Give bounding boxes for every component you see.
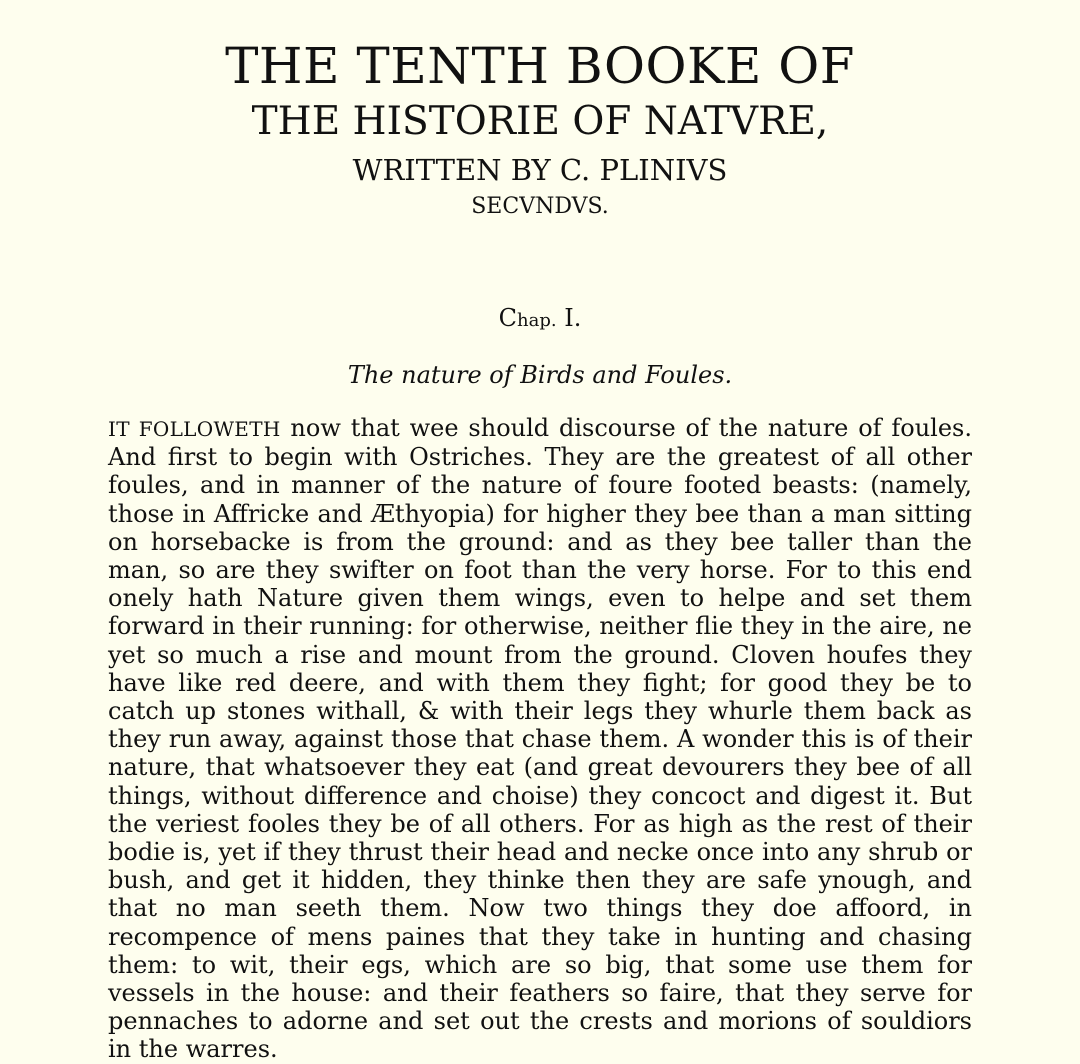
chapter-subtitle: The nature of Birds and Foules. — [347, 361, 733, 389]
title-line-4: SECVNDVS. — [471, 194, 609, 219]
chapter-heading — [0, 302, 1080, 337]
body-paragraph — [108, 414, 972, 1064]
body-text: now that wee should discourse of the nature of foules. And first to begin with Ostriches. They are the greatest of all other foules, and in manner of the nature of foure footed beasts: (namely, those in Affricke and Æthyopia) for higher they bee than a man sitting on horsebacke is from the ground: and as they bee taller than the man, so are they swifter on foot than the very horse. For to this end onely hath Nature given them wings, even to helpe and set them forward in their running: for otherwise, neither flie they in the aire, ne yet so much a rise and mount from the ground. Cloven houfes they have like red deere, and with them they fight; for good they be to catch up stones withall, & with their legs they whurle them back as they run away, against those that chase them. A wonder this is of their nature, that whatsoever they eat (and great devourers they bee of all things, without difference and choise) they concoct and digest it. But the veriest fooles they be of all others. For as high as the rest of their bodie is, yet if they thrust their head and necke once into any shrub or bush, and get it hidden, they thinke then they are safe ynough, and that no man seeth them. Now two things they doe affoord, in recompence of mens paines that they take in hunting and chasing them: to wit, their egs, which are so big, that some use them for vessels in the house: and their feathers so faire, that they serve for pennaches to adorne and set out the crests and morions of souldiors in the warres. — [108, 414, 973, 1064]
title-line-1: THE TENTH BOOKE OF — [225, 37, 855, 95]
opening-words: IT FOLLOWETH — [108, 417, 281, 441]
title-line-3: WRITTEN BY C. PLINIVS — [352, 153, 728, 187]
chapter-heading-initial: C — [498, 304, 518, 332]
chapter-heading-number: I. — [556, 304, 582, 332]
book-title — [0, 38, 1080, 222]
title-line-2: THE HISTORIE OF NATVRE, — [251, 99, 829, 144]
chapter-heading-abbrev: hap. — [517, 310, 557, 331]
